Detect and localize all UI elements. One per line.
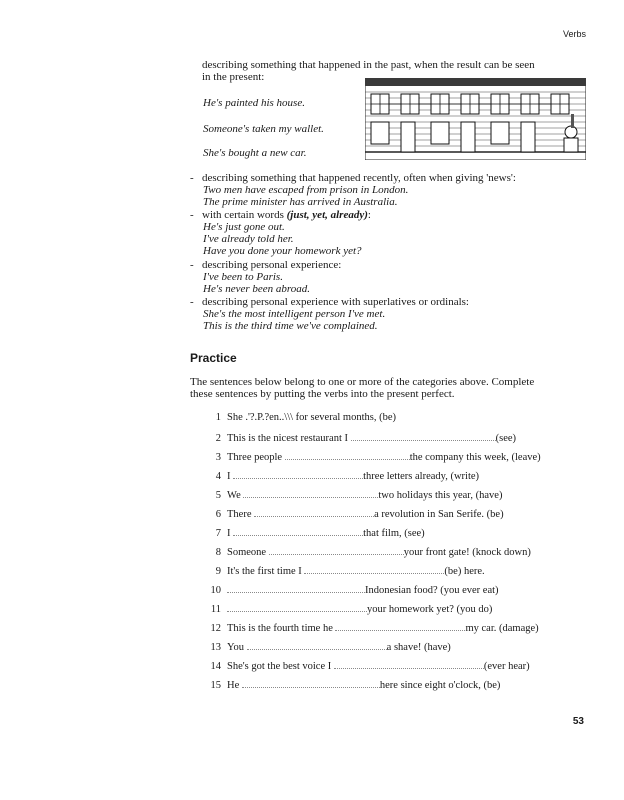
exercise-1 bbox=[190, 412, 590, 423]
exercise-10 bbox=[190, 583, 590, 596]
answer-blank[interactable] bbox=[254, 507, 374, 517]
running-header: Verbs bbox=[562, 29, 586, 39]
exercise-number: 13 bbox=[210, 642, 221, 653]
exercise-number: 11 bbox=[210, 604, 221, 615]
exercise-text-before: Someone bbox=[227, 547, 267, 558]
use-3-text: describing personal experience: bbox=[202, 259, 342, 271]
exercise-number: 10 bbox=[210, 585, 221, 596]
answer-blank[interactable] bbox=[285, 450, 410, 460]
answer-blank[interactable] bbox=[304, 564, 444, 574]
exercise-number: 9 bbox=[215, 566, 221, 577]
use-3-example-1: I've been to Paris. bbox=[203, 271, 283, 283]
exercise-7 bbox=[190, 526, 590, 539]
answer-blank[interactable] bbox=[335, 621, 465, 631]
exercise-number: 5 bbox=[215, 490, 221, 501]
exercise-text-after: the company this week, (leave) bbox=[409, 452, 541, 463]
use-1-text: describing something that happened recently, often when giving 'news': bbox=[202, 172, 516, 184]
exercise-text-before: I bbox=[227, 528, 231, 539]
use-2-example-2: I've already told her. bbox=[203, 233, 294, 245]
exercise-text-before: You bbox=[227, 642, 245, 653]
exercise-text-after: (ever hear) bbox=[483, 661, 530, 672]
use-4-example-2: This is the third time we've complained. bbox=[203, 320, 378, 332]
answer-blank[interactable] bbox=[227, 583, 365, 593]
use-3-dash: - bbox=[190, 259, 194, 271]
exercise-text-after: a shave! (have) bbox=[386, 642, 451, 653]
practice-heading: Practice bbox=[190, 351, 237, 365]
exercise-text-after: that film, (see) bbox=[363, 528, 425, 539]
answer-blank[interactable] bbox=[247, 640, 387, 650]
use-1-example-1: Two men have escaped from prison in London. bbox=[203, 184, 409, 196]
exercise-number: 8 bbox=[215, 547, 221, 558]
practice-instructions-line-1: The sentences below belong to one or more of the categories above. Complete bbox=[190, 376, 535, 388]
answer-blank[interactable] bbox=[351, 431, 496, 441]
exercise-number: 3 bbox=[215, 452, 221, 463]
exercise-text-before: There bbox=[227, 509, 252, 520]
use-2-dash: - bbox=[190, 209, 194, 221]
exercise-number: 15 bbox=[210, 680, 221, 691]
use-2-key-words: (just, yet, already) bbox=[286, 209, 368, 221]
exercise-text-before: He bbox=[227, 680, 240, 691]
intro-example-1: He's painted his house. bbox=[203, 97, 305, 109]
exercise-text-after: your front gate! (knock down) bbox=[403, 547, 531, 558]
intro-example-3: She's bought a new car. bbox=[203, 147, 307, 159]
exercise-text-before: This is the fourth time he bbox=[227, 623, 333, 634]
answer-blank[interactable] bbox=[243, 488, 378, 498]
exercise-text-before: I bbox=[227, 471, 231, 482]
use-4-dash: - bbox=[190, 296, 194, 308]
exercise-text-after: a revolution in San Serife. (be) bbox=[374, 509, 504, 520]
exercise-text-after: my car. (damage) bbox=[465, 623, 539, 634]
exercise-text-after: your homework yet? (you do) bbox=[367, 604, 493, 615]
exercise-text-after: here since eight o'clock, (be) bbox=[379, 680, 501, 691]
exercise-number: 2 bbox=[215, 433, 221, 444]
exercise-14 bbox=[190, 659, 590, 672]
use-1-example-2: The prime minister has arrived in Australia. bbox=[203, 196, 398, 208]
page-number: 53 bbox=[572, 716, 584, 727]
intro-example-2: Someone's taken my wallet. bbox=[203, 123, 324, 135]
exercise-6 bbox=[190, 507, 590, 520]
use-2-text bbox=[202, 209, 371, 221]
exercise-text-before: This is the nicest restaurant I bbox=[227, 433, 349, 444]
exercise-text-before: She's got the best voice I bbox=[227, 661, 332, 672]
use-2-example-1: He's just gone out. bbox=[203, 221, 285, 233]
exercise-number: 4 bbox=[215, 471, 221, 482]
answer-blank[interactable] bbox=[227, 602, 367, 612]
exercise-text-after: three letters already, (write) bbox=[363, 471, 480, 482]
use-1-dash: - bbox=[190, 172, 194, 184]
exercise-11 bbox=[190, 602, 590, 615]
exercise-8 bbox=[190, 545, 590, 558]
exercise-4 bbox=[190, 469, 590, 482]
intro-line-1: describing something that happened in the past, when the result can be seen bbox=[202, 59, 535, 71]
exercise-number: 7 bbox=[215, 528, 221, 539]
use-2-text-pre: with certain words bbox=[202, 209, 287, 221]
exercise-number: 1 bbox=[215, 412, 221, 423]
answer-blank[interactable] bbox=[269, 545, 404, 555]
answer-blank[interactable] bbox=[233, 526, 363, 536]
intro-line-2: in the present: bbox=[202, 71, 265, 83]
exercise-number: 12 bbox=[210, 623, 221, 634]
exercise-text-after: (see) bbox=[495, 433, 517, 444]
exercise-2 bbox=[190, 431, 590, 444]
exercise-text-before: We bbox=[227, 490, 241, 501]
use-3-example-2: He's never been abroad. bbox=[203, 283, 311, 295]
exercise-text: She .'?.P.?en..\\\ for several months, (be) bbox=[227, 412, 396, 423]
exercise-number: 6 bbox=[215, 509, 221, 520]
exercise-text-before: Three people bbox=[227, 452, 283, 463]
answer-blank[interactable] bbox=[242, 678, 380, 688]
exercise-9 bbox=[190, 564, 590, 577]
use-4-text: describing personal experience with superlatives or ordinals: bbox=[202, 296, 469, 308]
practice-instructions-line-2: these sentences by putting the verbs into the present perfect. bbox=[190, 388, 455, 400]
exercise-text-after: Indonesian food? (you ever eat) bbox=[365, 585, 499, 596]
answer-blank[interactable] bbox=[233, 469, 363, 479]
exercise-text-after: two holidays this year, (have) bbox=[378, 490, 503, 501]
use-4-example-1: She's the most intelligent person I've met. bbox=[203, 308, 386, 320]
exercise-text-before: It's the first time I bbox=[227, 566, 302, 577]
exercise-13 bbox=[190, 640, 590, 653]
exercise-12 bbox=[190, 621, 590, 634]
answer-blank[interactable] bbox=[334, 659, 484, 669]
exercise-number: 14 bbox=[210, 661, 221, 672]
exercise-text-after: (be) here. bbox=[444, 566, 485, 577]
exercise-5 bbox=[190, 488, 590, 501]
terraced-houses-illustration bbox=[365, 78, 586, 160]
exercise-3 bbox=[190, 450, 590, 463]
use-2-text-post: : bbox=[367, 209, 371, 221]
exercise-15 bbox=[190, 678, 590, 691]
use-2-example-3: Have you done your homework yet? bbox=[203, 245, 362, 257]
